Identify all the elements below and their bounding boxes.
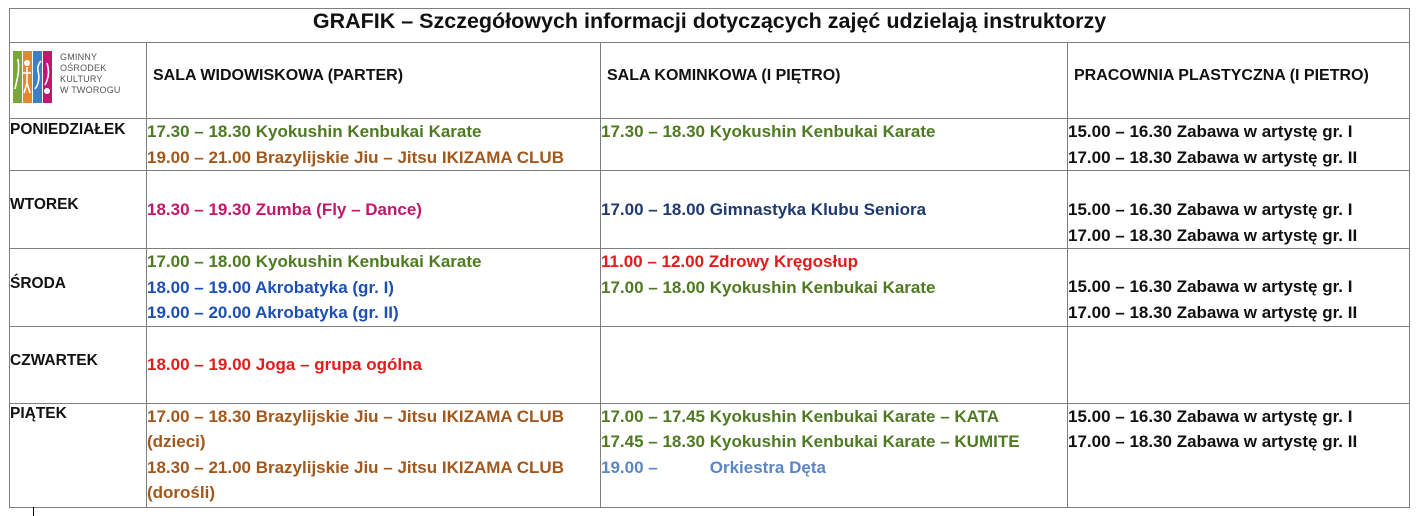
column-header-kominkowa: SALA KOMINKOWA (I PIĘTRO): [601, 43, 1068, 119]
activity-line: 17.00 – 18.00 Gimnastyka Klubu Seniora: [601, 200, 927, 219]
gok-logo: [12, 49, 142, 105]
cell-widowiskowa: [147, 326, 601, 403]
logo-line: GMINNY: [60, 52, 98, 62]
page-title: GRAFIK – Szczegółowych informacji dotyczących zajęć udzielają instruktorzy: [10, 9, 1410, 43]
day-label: PONIEDZIAŁEK: [10, 119, 147, 171]
logo-mark-icon: [12, 49, 56, 105]
activity-line: 19.00 – 21.00 Brazylijskie Jiu – Jitsu IKIZAMA CLUB: [147, 147, 564, 167]
activity-line: 18.00 – 19.00 Akrobatyka (gr. I): [147, 277, 394, 297]
cell-plastyczna: [1068, 249, 1410, 327]
activity-line: (dorośli): [147, 483, 215, 502]
activity-line: 17.00 – 18.30 Brazylijskie Jiu – Jitsu IKIZAMA CLUB: [147, 406, 564, 426]
column-header-widowiskowa: SALA WIDOWISKOWA (PARTER): [147, 43, 601, 119]
activity-line: 17.00 – 17.45 Kyokushin Kenbukai Karate – KATA: [601, 406, 1000, 426]
activity-line: 15.00 – 16.30 Zabawa w artystę gr. I: [1068, 406, 1353, 426]
logo-text: [60, 52, 121, 96]
activity-name: Orkiestra Dęta: [709, 457, 826, 477]
logo-line: KULTURY: [60, 74, 103, 84]
activity-line: 17.00 – 18.30 Zabawa w artystę gr. II: [1068, 147, 1358, 167]
cell-kominkowa: [601, 249, 1068, 327]
cell-plastyczna: [1068, 171, 1410, 249]
activity-line: 11.00 – 12.00 Zdrowy Kręgosłup: [601, 252, 859, 271]
cell-kominkowa: [601, 326, 1068, 403]
activity-line: 15.00 – 16.30 Zabawa w artystę gr. I: [1068, 122, 1353, 141]
activity-time: 19.00 –: [601, 457, 658, 477]
cell-kominkowa: [601, 171, 1068, 249]
activity-line: 19.00 – 20.00 Akrobatyka (gr. II): [147, 303, 399, 322]
day-label: CZWARTEK: [10, 326, 147, 403]
column-header-plastyczna: PRACOWNIA PLASTYCZNA (I PIETRO): [1068, 43, 1410, 119]
schedule-table: [9, 8, 1410, 508]
activity-line: 17.00 – 18.30 Zabawa w artystę gr. II: [1068, 432, 1358, 451]
activity-line: 17.00 – 18.00 Kyokushin Kenbukai Karate: [601, 277, 936, 297]
logo-cell: [10, 43, 147, 119]
cell-kominkowa: [601, 119, 1068, 171]
day-label: ŚRODA: [10, 249, 147, 327]
cell-widowiskowa: [147, 403, 601, 507]
cell-plastyczna: [1068, 403, 1410, 507]
logo-line: OŚRODEK: [60, 63, 107, 73]
cell-plastyczna: [1068, 119, 1410, 171]
activity-line: 15.00 – 16.30 Zabawa w artystę gr. I: [1068, 200, 1353, 219]
cell-widowiskowa: [147, 249, 601, 327]
day-label: PIĄTEK: [10, 403, 147, 507]
activity-line: [601, 455, 1067, 481]
activity-line: 17.30 – 18.30 Kyokushin Kenbukai Karate: [147, 122, 482, 141]
activity-line: 17.45 – 18.30 Kyokushin Kenbukai Karate – KUMITE: [601, 432, 1020, 451]
cell-plastyczna: [1068, 326, 1410, 403]
activity-line: 17.30 – 18.30 Kyokushin Kenbukai Karate: [601, 122, 936, 141]
activity-line: 18.00 – 19.00 Joga – grupa ogólna: [147, 354, 422, 374]
cell-kominkowa: [601, 403, 1068, 507]
logo-line: W TWOROGU: [60, 85, 121, 95]
cell-widowiskowa: [147, 171, 601, 249]
activity-line: 17.00 – 18.00 Kyokushin Kenbukai Karate: [147, 252, 482, 271]
day-label: WTOREK: [10, 171, 147, 249]
activity-line: 17.00 – 18.30 Zabawa w artystę gr. II: [1068, 225, 1358, 245]
activity-line: 17.00 – 18.30 Zabawa w artystę gr. II: [1068, 302, 1358, 322]
cell-widowiskowa: [147, 119, 601, 171]
activity-line: 15.00 – 16.30 Zabawa w artystę gr. I: [1068, 277, 1353, 296]
activity-line: (dzieci): [147, 432, 206, 451]
page-edge-mark: [33, 507, 34, 516]
activity-line: 18.30 – 19.30 Zumba (Fly – Dance): [147, 200, 422, 219]
activity-line: 18.30 – 21.00 Brazylijskie Jiu – Jitsu IKIZAMA CLUB: [147, 457, 564, 477]
